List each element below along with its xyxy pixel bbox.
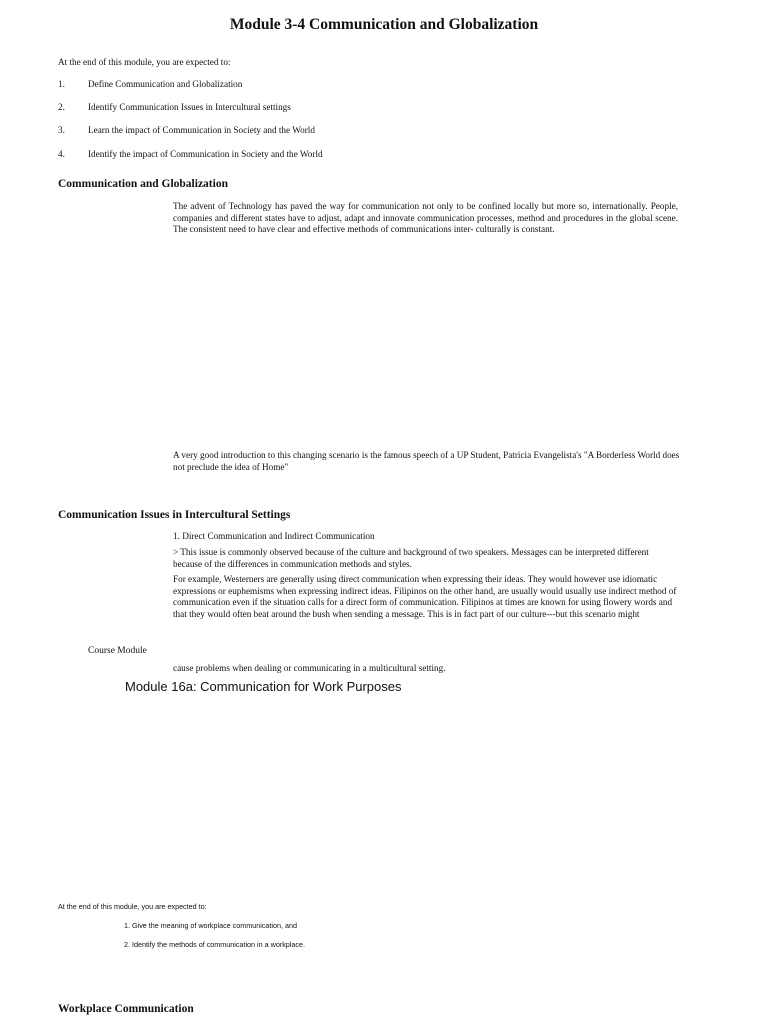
list-item-number: 2.: [124, 940, 130, 949]
list-item-number: 2.: [58, 102, 65, 112]
list-item-text: Identify the methods of communication in a workplace.: [132, 940, 305, 949]
list-item-number: 3.: [58, 125, 65, 135]
list-item-number: 1.: [124, 921, 130, 930]
page-title: Module 3-4 Communication and Globalization: [229, 16, 539, 33]
objectives-intro: At the end of this module, you are expected to:: [58, 902, 207, 911]
objectives-list: [58, 78, 558, 168]
section-paragraph: The advent of Technology has paved the way for communication not only to be confined locally but more so, internationally. People, companies and different states have to adjust, adapt and innovate communication processes, method and procedures in the global scene. The consistent need to have clear and effective methods of communications inter- culturally is constant.: [173, 201, 678, 235]
objectives-intro: At the end of this module, you are expected to:: [58, 57, 231, 67]
section-paragraph: A very good introduction to this changing scenario is the famous speech of a UP Student, Patricia Evangelista's "A Borderless World does not preclude the idea of Home": [173, 450, 680, 472]
footer-label: Course Module: [88, 646, 147, 656]
continuation-text: cause problems when dealing or communicating in a multicultural setting.: [173, 663, 446, 673]
section-heading: Workplace Communication: [58, 1003, 194, 1015]
subsection-heading: [173, 531, 375, 543]
list-item: [124, 940, 305, 949]
subsection-number: 1.: [173, 531, 180, 541]
subsection-paragraph: > This issue is commonly observed because of the culture and background of two speakers. Messages can be interpreted different because of the differences in communication methods and styles.: [173, 547, 649, 569]
list-item-text: Learn the impact of Communication in Society and the World: [88, 125, 315, 135]
list-item-text: Identify Communication Issues in Intercultural settings: [88, 102, 291, 112]
subsection-paragraph: For example, Westerners are generally using direct communication when expressing their ideas. They would however use idiomatic expressions or euphemisms when expressing indirect ideas. Filipinos on the other hand, are usually would usually use indirect method of communication even if the situation calls for a direct form of communication. Filipinos at times are known for using flowery words and that they would often beat around the bush when sending a message. This is in fact part of our culture---but this scenario might: [173, 574, 677, 619]
list-item-text: Give the meaning of workplace communication, and: [132, 921, 298, 930]
list-item-text: Identify the impact of Communication in Society and the World: [88, 149, 323, 159]
list-item-text: Define Communication and Globalization: [88, 79, 243, 89]
list-item-number: 4.: [58, 149, 65, 159]
list-item: [124, 921, 297, 930]
subsection-title: Direct Communication and Indirect Communication: [182, 531, 375, 541]
list-item-number: 1.: [58, 79, 65, 89]
section-heading: Communication and Globalization: [58, 178, 228, 190]
section-heading: Communication Issues in Intercultural Settings: [58, 509, 291, 521]
page-title: Module 16a: Communication for Work Purposes: [125, 679, 402, 694]
